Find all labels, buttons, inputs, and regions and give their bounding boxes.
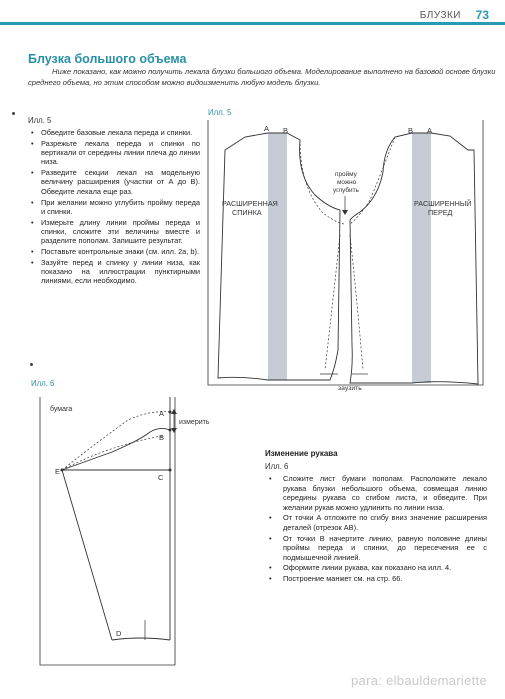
fig5-label: Илл. 5	[28, 116, 52, 125]
armhole-note-line3: углубить	[333, 187, 359, 194]
original-sleeve-cap	[62, 412, 170, 470]
point-b-label: B	[159, 433, 165, 442]
taper-note: заузить	[338, 385, 362, 392]
back-label-line1: РАСШИРЕННАЯ	[222, 199, 278, 208]
back-label-line2: СПИНКА	[232, 208, 262, 217]
front-label-line1: РАСШИРЕННЫЙ	[414, 199, 472, 208]
measure-label: измерить	[179, 419, 210, 426]
list-item: • Поставьте контрольные знаки (см. илл. 2а, b).	[28, 247, 200, 256]
list-item: • Зазуйте перед и спинку у линии низа, как показано на иллюстрации пунктирными линиями, если необходимо.	[28, 258, 200, 286]
point-e-dot	[61, 469, 64, 472]
armhole-note-line2: можно	[337, 179, 357, 186]
armhole-note-line1: пройму	[335, 171, 357, 178]
point-b-back: В	[283, 126, 289, 135]
point-d-label: D	[116, 629, 122, 638]
fig6-label: Илл. 6	[31, 379, 55, 388]
watermark: para: elbauldemariette	[351, 673, 487, 688]
point-c-dot	[169, 469, 172, 472]
point-b-front: В	[408, 126, 414, 135]
page-number: 73	[475, 8, 489, 22]
measure-arrowhead-top	[171, 409, 177, 414]
running-header: БЛУЗКИ	[419, 10, 461, 21]
list-item: • Измерьте длину линии проймы переда и спинки, сложите эти величины вместе и разделите пополам. Запишите результат.	[28, 218, 200, 246]
point-c-label: C	[158, 473, 164, 482]
intro-paragraph: Ниже показано, как можно получить лекала блузки большого объема. Моделирование выполнено на базовой основе блузки среднего объема, но этим способом можно видоизменить любую модель блузки.	[28, 67, 496, 87]
list-item: • От точки В начертите линию, равную половине длины проймы переда и спинки, до пересечения ее с подмышечной линией.	[265, 534, 487, 563]
page-title: Блузка большого объема	[28, 52, 187, 66]
new-sleeve-cap	[62, 428, 170, 470]
paper-label: бумага	[50, 406, 73, 413]
point-a-dot	[169, 411, 172, 414]
list-item: • Сложите лист бумаги пополам. Расположите лекало рукава блузки небольшого объема, совмещая линию середины рукава со сгибом листа, и обведите. При желании рукав можно удлинить по линии низа.	[265, 474, 487, 512]
fig5-diagram-label: Илл. 5	[208, 108, 232, 117]
list-item: • Построение манжет см. на стр. 66.	[265, 574, 487, 584]
point-a-label: A	[159, 409, 165, 418]
list-item: • От точки А отложите по сгибу вниз значение расширения деталей (отрезок АВ).	[265, 513, 487, 532]
list-item: • Разведите секции лекал на модельную величину расширения (участки от А до В). Обведите лекала еще раз.	[28, 168, 200, 196]
measure-arrowhead-bottom	[171, 428, 177, 433]
side-seam	[62, 470, 112, 640]
front-label-line2: ПЕРЕД	[428, 208, 453, 217]
list-item: • Оформите линии рукава, как показано на илл. 4.	[265, 563, 487, 573]
point-a-front: А	[427, 126, 433, 135]
list-item: • Обведите базовые лекала переда и спинки.	[28, 128, 200, 137]
list-item: • Разрежьте лекала переда и спинки по вертикали от середины линии плеча до линии низа.	[28, 139, 200, 167]
point-b-dot	[169, 429, 172, 432]
list-item: • При желании можно углубить пройму переда и спинки.	[28, 198, 200, 217]
point-a-back: А	[264, 124, 270, 133]
hem-line	[112, 638, 170, 640]
sleeve-section-title: Изменение рукава	[265, 449, 338, 458]
sleeve-fig-label: Илл. 6	[265, 462, 289, 471]
sleeve-steps	[265, 474, 487, 585]
point-e-label: E	[55, 467, 61, 476]
